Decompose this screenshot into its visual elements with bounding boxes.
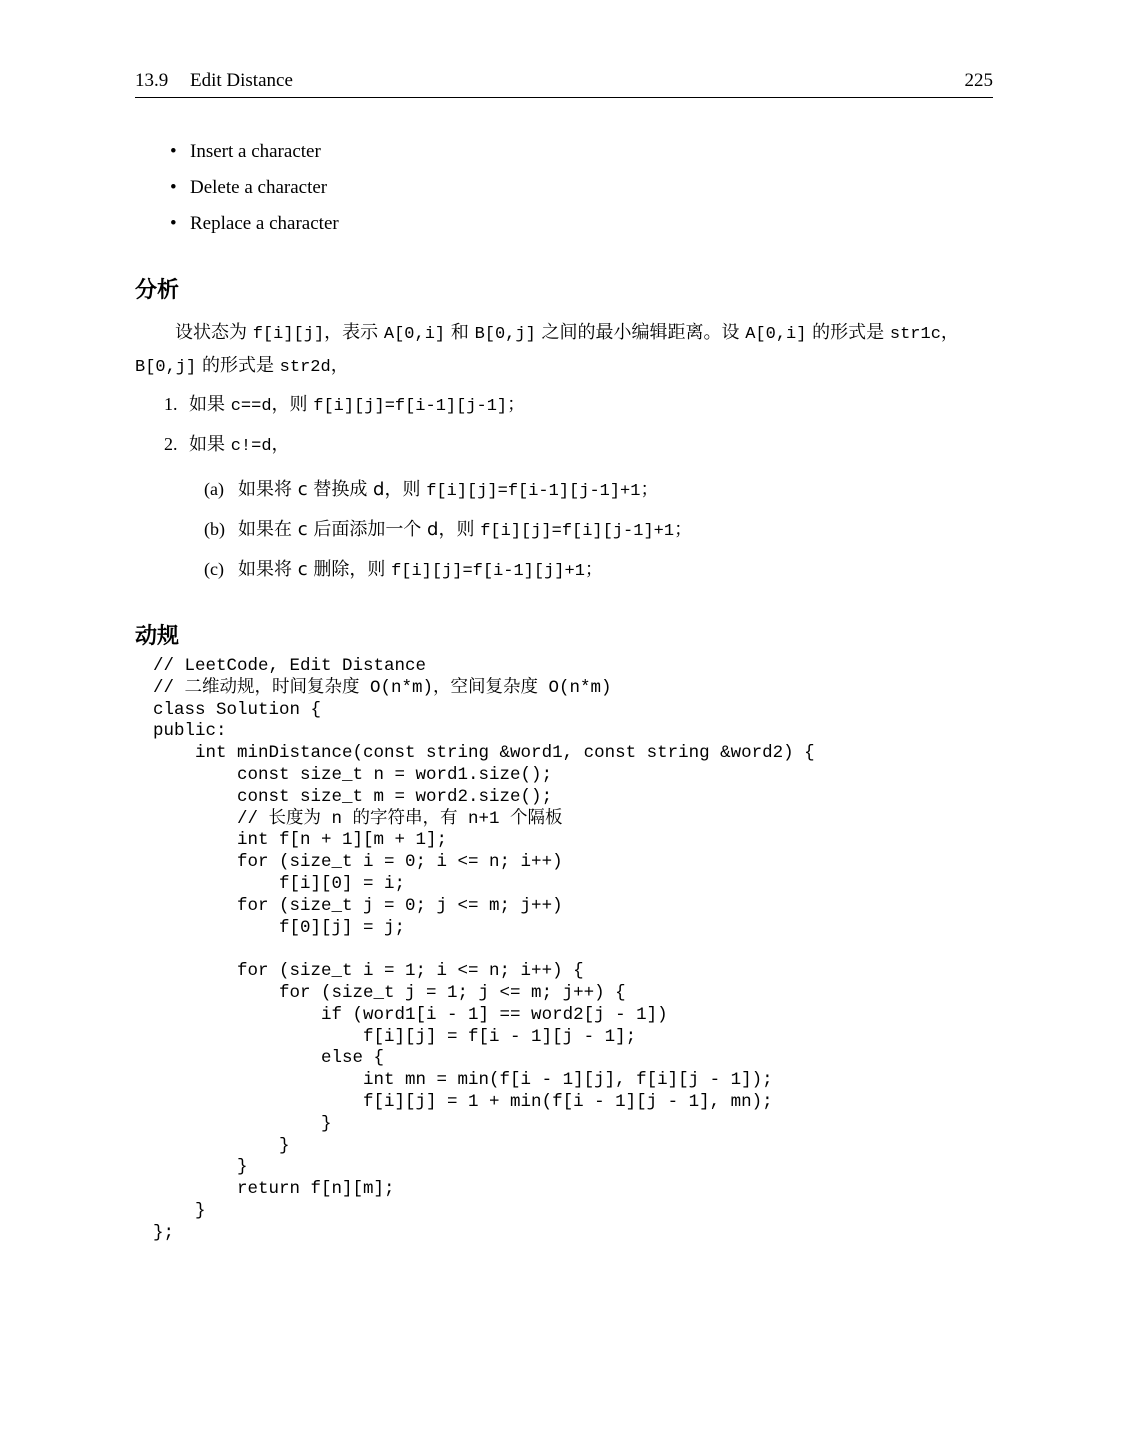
list-item: • Insert a character bbox=[170, 139, 339, 175]
analysis-paragraph: 设状态为 f[i][j]，表示 A[0,i] 和 B[0,j] 之间的最小编辑距离。设 A[0,i] 的形式是 str1c，B[0,j] 的形式是 str2d， bbox=[135, 322, 959, 377]
section-title: Edit Distance bbox=[190, 70, 293, 91]
analysis-heading: 分析 bbox=[135, 278, 180, 303]
subcase-item: (a) 如果将 c 替换成 d，则 f[i][j]=f[i-1][j-1]+1； bbox=[204, 479, 659, 501]
list-item: • Replace a character bbox=[170, 211, 339, 247]
running-head bbox=[135, 70, 993, 98]
operations-list bbox=[170, 139, 339, 247]
list-item: • Delete a character bbox=[170, 175, 339, 211]
subcase-item: (b) 如果在 c 后面添加一个 d，则 f[i][j]=f[i][j-1]+1； bbox=[204, 519, 693, 541]
bullet-icon: • bbox=[170, 177, 177, 198]
page-number: 225 bbox=[964, 70, 993, 91]
section-number: 13.9 bbox=[135, 70, 169, 91]
bullet-icon: • bbox=[170, 213, 177, 234]
bullet-icon: • bbox=[170, 141, 177, 162]
code-listing: // LeetCode, Edit Distance // 二维动规，时间复杂度 O(n*m)，空间复杂度 O(n*m) class Solution { public: int minDistance(const string &word1, const string &word2) { const size_t n = word1.size(); const size_t m = word2.size(); // 长度为 n 的字符串，有 n+1 个隔板 int f[n + 1][m + 1]; for (size_t i = 0; i <= n; i++) f[i][0] = i; for (size_t j = 0; j <= m; j++) f[0][j] = j; for (size_t i = 1; i <= n; i++) { for (size_t j = 1; j <= m; j++) { if (word1[i - 1] == word2[j - 1]) f[i][j] = f[i - 1][j - 1]; else { int mn = min(f[i - 1][j], f[i][j - 1]); f[i][j] = 1 + min(f[i - 1][j - 1], mn); } } } return f[n][m]; } }; bbox=[153, 656, 815, 1243]
case-item: 2. 如果 c!=d， bbox=[164, 434, 290, 456]
case-item: 1. 如果 c==d，则 f[i][j]=f[i-1][j-1]； bbox=[164, 394, 526, 416]
subcase-item: (c) 如果将 c 删除，则 f[i][j]=f[i-1][j]+1； bbox=[204, 559, 603, 581]
dp-heading: 动规 bbox=[135, 624, 180, 649]
